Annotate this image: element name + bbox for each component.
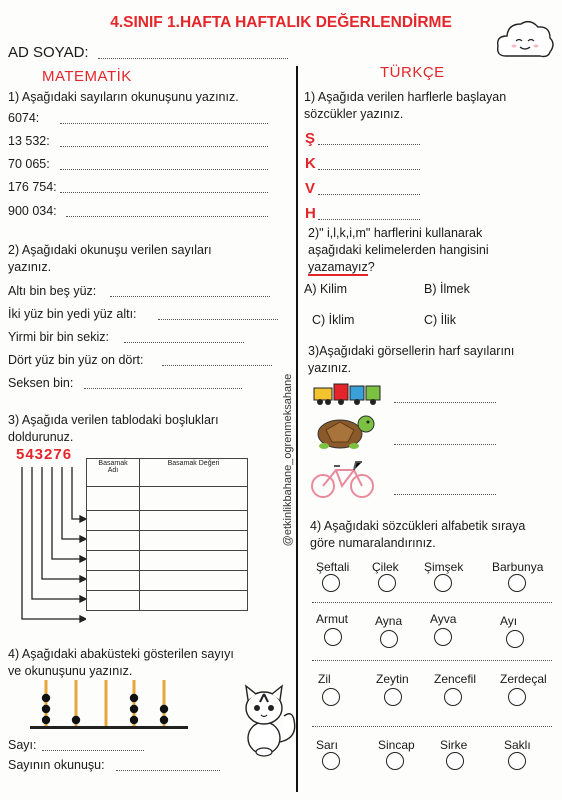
page-title: 4.SINIF 1.HAFTA HAFTALIK DEĞERLENDİRME bbox=[110, 14, 452, 31]
word-label: Sirke bbox=[440, 738, 468, 752]
number-circle[interactable] bbox=[322, 574, 340, 592]
word-label: Zencefil bbox=[434, 672, 477, 686]
turkish-q2-text: 2)" i,l,k,i,m" harflerini kullanarak aşağıdaki kelimelerden hangisini yazamayız? bbox=[308, 226, 489, 274]
table-cell[interactable] bbox=[87, 487, 140, 511]
word-label: Sarı bbox=[316, 738, 339, 752]
math-q2-item: Altı bin beş yüz: bbox=[8, 284, 97, 298]
number-circle[interactable] bbox=[380, 630, 398, 648]
math-q1-item: 13 532: bbox=[8, 134, 50, 148]
math-q1-item: 6074: bbox=[8, 111, 40, 125]
answer-line[interactable] bbox=[318, 144, 420, 145]
cloud-icon bbox=[494, 14, 556, 64]
word-label: Zerdeçal bbox=[500, 672, 547, 686]
table-cell[interactable] bbox=[87, 551, 140, 571]
number-circle[interactable] bbox=[434, 628, 452, 646]
row-divider bbox=[312, 726, 552, 727]
table-cell[interactable] bbox=[87, 531, 140, 551]
place-value-arrows bbox=[14, 463, 86, 633]
table-cell[interactable] bbox=[140, 487, 248, 511]
number-circle[interactable] bbox=[506, 630, 524, 648]
table-cell[interactable] bbox=[140, 571, 248, 591]
number-circle[interactable] bbox=[324, 628, 342, 646]
word-label: Ayna bbox=[375, 614, 403, 628]
abacus-base bbox=[30, 726, 188, 729]
turkish-heading: TÜRKÇE bbox=[380, 64, 445, 81]
word-label: Zil bbox=[318, 672, 331, 686]
answer-line[interactable] bbox=[60, 169, 268, 170]
turkish-q1-text: 1) Aşağıda verilen harflerle başlayan sözcükler yazınız. bbox=[304, 90, 507, 121]
abacus-bead bbox=[130, 705, 138, 713]
table-cell[interactable] bbox=[140, 511, 248, 531]
answer-line[interactable] bbox=[84, 388, 242, 389]
answer-line[interactable] bbox=[394, 402, 496, 403]
math-heading: MATEMATİK bbox=[42, 68, 132, 85]
answer-line[interactable] bbox=[66, 216, 268, 217]
number-circle[interactable] bbox=[322, 688, 340, 706]
abacus-bead bbox=[160, 705, 168, 713]
option-c1[interactable]: C) İklim bbox=[312, 313, 355, 327]
math-q2-item: Seksen bin: bbox=[8, 376, 74, 390]
number-circle[interactable] bbox=[508, 574, 526, 592]
answer-line[interactable] bbox=[318, 194, 420, 195]
math-q1-item: 70 065: bbox=[8, 157, 50, 171]
turtle-icon bbox=[310, 408, 376, 452]
abacus-bead bbox=[130, 716, 138, 724]
letter-prompt: K bbox=[305, 155, 316, 172]
answer-line[interactable] bbox=[318, 169, 420, 170]
letter-prompt: V bbox=[305, 180, 316, 197]
word-label: Çilek bbox=[372, 560, 399, 574]
answer-line[interactable] bbox=[60, 123, 268, 124]
math-q2-item: Dört yüz bin yüz on dört: bbox=[8, 353, 144, 367]
abacus-reading-label: Sayının okunuşu: bbox=[8, 758, 105, 772]
word-label: Saklı bbox=[504, 738, 531, 752]
abacus-bead bbox=[42, 694, 50, 702]
math-q2-item: Yirmi bir bin sekiz: bbox=[8, 330, 109, 344]
math-q2-text: 2) Aşağıdaki okunuşu verilen sayıları yazınız. bbox=[8, 243, 212, 274]
abacus-bead bbox=[42, 705, 50, 713]
number-circle[interactable] bbox=[322, 752, 340, 770]
math-q4-text: 4) Aşağıdaki abaküsteki gösterilen sayıyı ve okunuşunu yazınız. bbox=[8, 647, 234, 678]
answer-line[interactable] bbox=[394, 494, 496, 495]
place-value-number: 543276 bbox=[16, 446, 73, 463]
word-label: Şeftali bbox=[316, 560, 350, 574]
math-q3-text: 3) Aşağıda verilen tablodaki boşlukları doldurunuz. bbox=[8, 413, 219, 444]
answer-line[interactable] bbox=[162, 365, 272, 366]
option-c2[interactable]: C) İlik bbox=[424, 313, 456, 327]
answer-line[interactable] bbox=[158, 319, 278, 320]
number-circle[interactable] bbox=[378, 574, 396, 592]
number-circle[interactable] bbox=[444, 688, 462, 706]
word-label: Şimşek bbox=[424, 560, 464, 574]
table-cell[interactable] bbox=[87, 591, 140, 611]
table-cell[interactable] bbox=[140, 551, 248, 571]
math-q2-item: İki yüz bin yedi yüz altı: bbox=[8, 307, 137, 321]
place-value-table bbox=[86, 458, 248, 611]
watermark: @etkinlikbahane_ogrenmeksahane bbox=[282, 373, 294, 547]
letter-prompt: H bbox=[305, 205, 316, 222]
word-label: Sincap bbox=[378, 738, 415, 752]
word-label: Ayva bbox=[430, 612, 457, 626]
table-cell[interactable] bbox=[87, 511, 140, 531]
col-header-value: Basamak Değeri bbox=[140, 459, 248, 487]
number-circle[interactable] bbox=[508, 688, 526, 706]
word-label: Armut bbox=[316, 612, 349, 626]
turkish-q3-text: 3)Aşağıdaki görsellerin harf sayılarını yazınız. bbox=[308, 344, 515, 375]
answer-line[interactable] bbox=[60, 192, 268, 193]
abacus-bead bbox=[72, 716, 80, 724]
answer-line[interactable] bbox=[124, 342, 244, 343]
answer-line[interactable] bbox=[60, 146, 268, 147]
number-circle[interactable] bbox=[434, 574, 452, 592]
number-circle[interactable] bbox=[386, 752, 404, 770]
table-cell[interactable] bbox=[140, 531, 248, 551]
abacus-number-label: Sayı: bbox=[8, 738, 37, 752]
bicycle-icon bbox=[310, 456, 376, 500]
number-circle[interactable] bbox=[384, 688, 402, 706]
number-circle[interactable] bbox=[508, 752, 526, 770]
abacus-bead bbox=[42, 716, 50, 724]
abacus-rod bbox=[105, 680, 108, 726]
word-label: Barbunya bbox=[492, 560, 544, 574]
option-b[interactable]: B) İlmek bbox=[424, 282, 470, 296]
row-divider bbox=[312, 602, 552, 603]
row-divider bbox=[312, 660, 552, 661]
math-q1-text: 1) Aşağıdaki sayıların okunuşunu yazınız. bbox=[8, 90, 239, 104]
answer-line[interactable] bbox=[394, 444, 496, 445]
name-label: AD SOYAD: bbox=[8, 44, 89, 61]
train-icon bbox=[312, 380, 382, 408]
option-a[interactable]: A) Kilim bbox=[304, 282, 348, 296]
col-header-name: Basamak Adı bbox=[87, 459, 140, 487]
word-label: Zeytin bbox=[376, 672, 409, 686]
answer-line[interactable] bbox=[42, 750, 144, 751]
abacus-bead bbox=[130, 694, 138, 702]
math-q1-item: 900 034: bbox=[8, 204, 57, 218]
abacus bbox=[30, 678, 188, 732]
name-answer-line[interactable] bbox=[98, 58, 288, 59]
abacus-bead bbox=[160, 716, 168, 724]
highlighted-word: yazamayız bbox=[308, 260, 368, 274]
cat-illustration bbox=[236, 680, 298, 760]
word-label: Ayı bbox=[500, 614, 518, 628]
answer-line[interactable] bbox=[318, 219, 420, 220]
answer-line[interactable] bbox=[110, 296, 270, 297]
letter-prompt: Ş bbox=[305, 130, 316, 147]
table-cell[interactable] bbox=[140, 591, 248, 611]
number-circle[interactable] bbox=[446, 752, 464, 770]
answer-line[interactable] bbox=[116, 770, 220, 771]
turkish-q4-text: 4) Aşağıdaki sözcükleri alfabetik sıraya göre numaralandırınız. bbox=[310, 519, 526, 550]
math-q1-item: 176 754: bbox=[8, 180, 57, 194]
table-cell[interactable] bbox=[87, 571, 140, 591]
